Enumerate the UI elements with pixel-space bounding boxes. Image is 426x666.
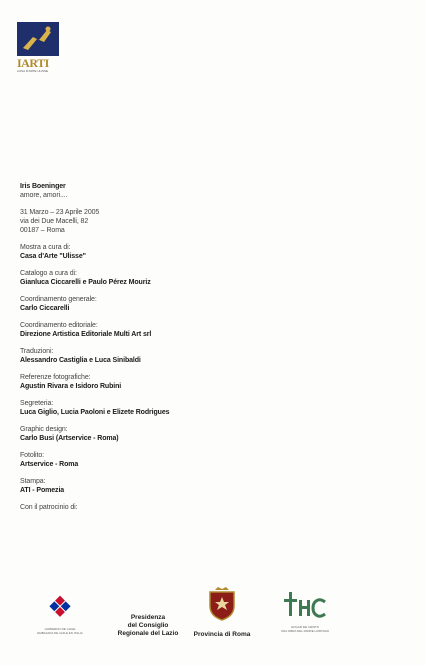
credit-label: Catalogo a cura di: [20,270,77,277]
credit-label: Segreteria: [20,400,54,407]
sponsor-provincia-roma [190,586,254,639]
spacer [20,365,400,373]
credit-value: Gianluca Ciccarelli e Paulo Pérez Mouriz [20,279,151,286]
credit-label: amore, amori.... [20,192,68,199]
roma-crest-icon [207,586,237,622]
presidenza-line-1: Presidenza [130,614,166,621]
credit-value: Luca Giglio, Lucia Paoloni e Elizete Rodrigues [20,409,170,416]
chile-flag-icon [43,590,77,624]
logo-wordmark: IARTI [17,56,49,70]
roma-name: Provincia di Roma [193,631,251,638]
sponsors-row [0,590,426,650]
spacer [20,391,400,399]
credit-label: Con il patrocinio di: [20,504,78,511]
casa-arte-ulisse-logo [17,22,59,74]
credit-value: Direzione Artistica Editoriale Multi Art srl [20,331,152,338]
colophon [20,182,400,512]
credit-value: ATI - Pomezia [20,487,65,494]
presidenza-line-3: Regionale del Lazio [117,630,179,637]
chile-name: GOBIERNO DE CHILE [44,627,76,631]
credit-value: Artservice - Roma [20,461,79,468]
spacer [20,339,400,347]
hogar-name: HOGAR DE CRISTO [290,625,320,629]
credit-label: Mostra a cura di: [20,244,71,251]
credit-label: 31 Marzo – 23 Aprile 2005 [20,209,100,216]
credit-value: Casa d'Arte "Ulisse" [20,253,86,260]
sponsor-chile [30,590,90,635]
credit-value: Carlo Ciccarelli [20,305,70,312]
credit-value: Agustin Rivara e Isidoro Rubini [20,383,122,390]
credit-label: Referenze fotografiche: [20,374,91,381]
credit-label: Coordinamento editoriale: [20,322,98,329]
credit-label: Coordinamento generale: [20,296,97,303]
spacer [20,261,400,269]
ulisse-emblem [17,22,59,56]
hogar-de-cristo-logo-icon [283,590,327,622]
spacer [20,200,400,208]
credit-label: via dei Due Macelli, 82 [20,218,89,225]
sponsor-presidenza [113,614,183,638]
credit-value: Iris Boeninger [20,183,66,190]
presidenza-line-2: del Consiglio [127,622,169,629]
spacer [20,443,400,451]
credit-label: 00187 – Roma [20,227,65,234]
spacer [20,287,400,295]
credit-value: Alessandro Castiglia e Luca Sinibaldi [20,357,141,364]
spacer [20,469,400,477]
spacer [20,417,400,425]
chile-sub: EMBAJADA DE CHILE EN ITALIA [37,631,83,635]
spacer [20,495,400,503]
hogar-sub: UNA OBRA DEL PADRE HURTADO [280,629,330,633]
credit-value: Carlo Busi (Artservice - Roma) [20,435,119,442]
credit-label: Graphic design: [20,426,68,433]
spacer [20,235,400,243]
spacer [20,313,400,321]
credit-label: Traduzioni: [20,348,54,355]
credit-label: Stampa: [20,478,46,485]
logo-tagline: CASA D'ARTE ULISSE [17,69,49,73]
credit-label: Fotolito: [20,452,44,459]
sponsor-hogar-de-cristo [270,590,340,633]
